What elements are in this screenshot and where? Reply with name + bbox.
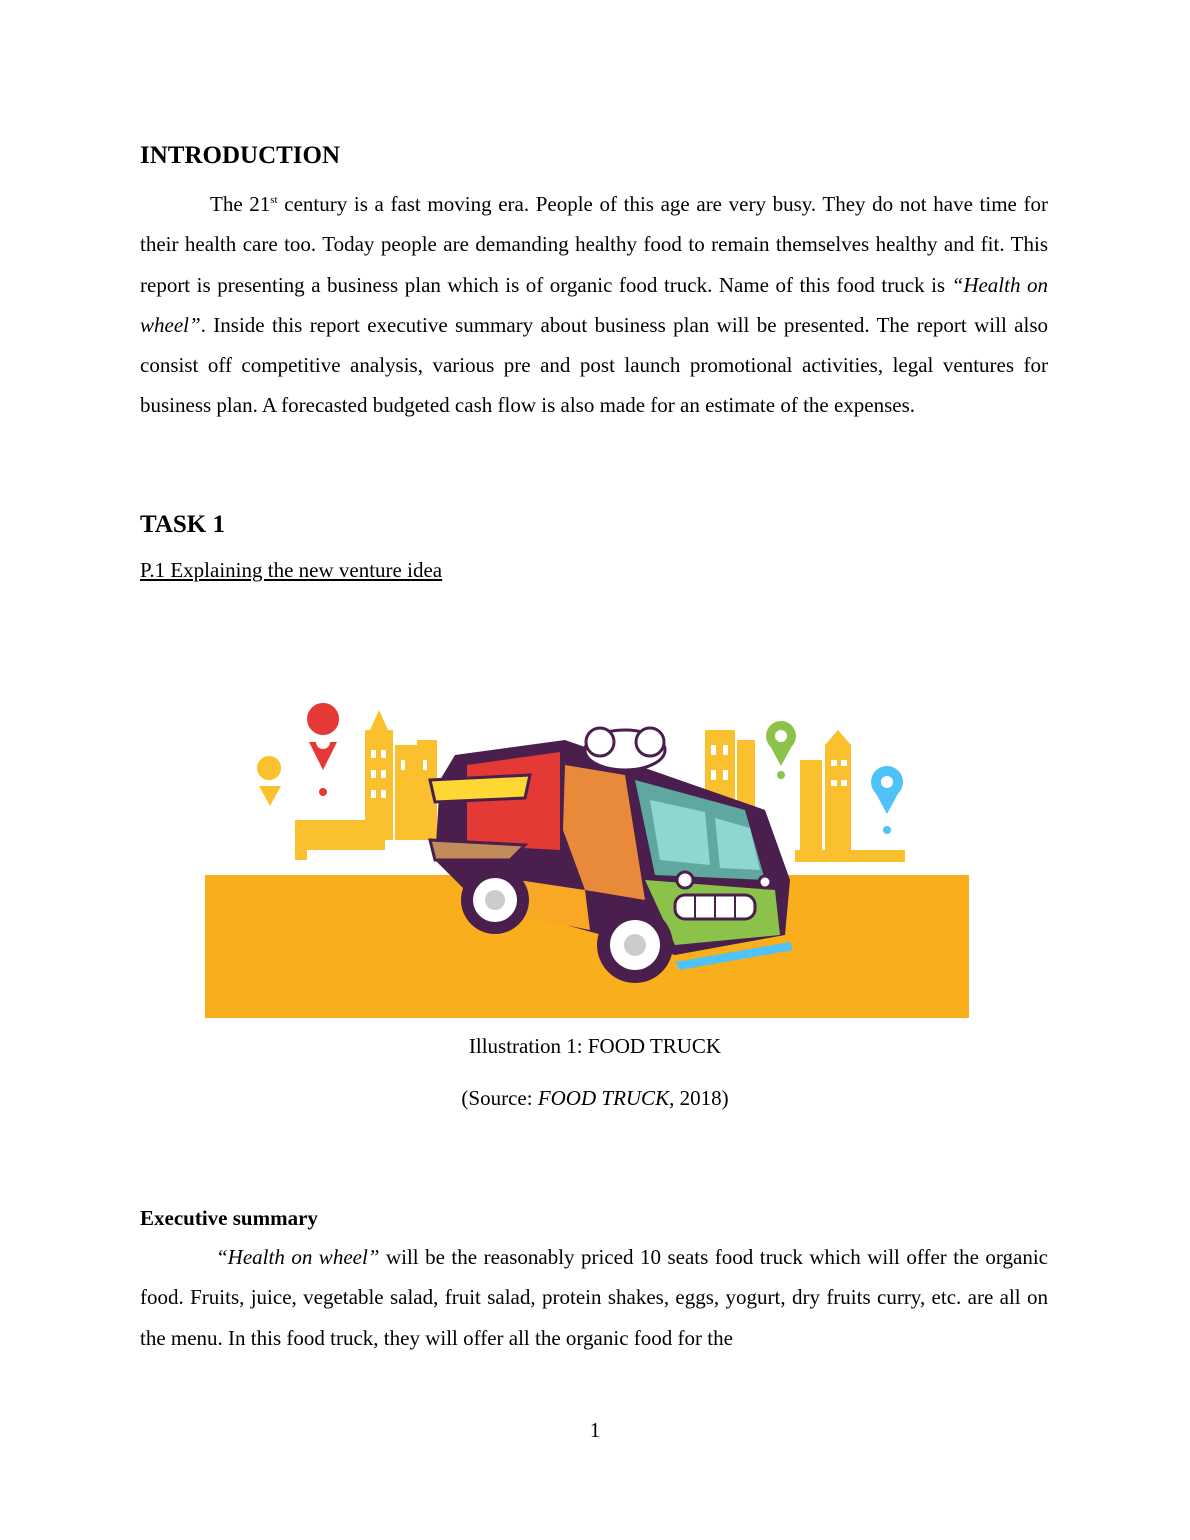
figure-source — [0, 1085, 1190, 1111]
introduction-paragraph — [140, 184, 1048, 426]
intro-truck-name: “Health on wheel” — [140, 272, 1048, 337]
source-prefix: (Source: — [461, 1086, 538, 1110]
figure-caption: Illustration 1: FOOD TRUCK — [468, 1034, 722, 1058]
intro-text-middle: century is a fast moving era. People of this age are very busy. They do not have time for their health care too. Today people are demanding healthy food to remain themselves healthy and fit. This report is presenting a business plan which is of organic food truck. Name of this food truck is — [140, 192, 1048, 297]
intro-text-start: The 21 — [210, 192, 271, 216]
food-truck-image — [205, 700, 969, 1018]
introduction-heading: INTRODUCTION — [140, 142, 341, 169]
source-suffix: , 2018) — [669, 1086, 729, 1110]
source-title: FOOD TRUCK — [537, 1086, 670, 1110]
introduction-section — [140, 141, 1048, 426]
intro-text-end: . Inside this report executive summary about business plan will be presented. The report will also consist off competitive analysis, various pre and post launch promotional activities, legal ventures for business plan. A forecasted budgeted cash flow is also made for an estimate of the expenses. — [140, 312, 1048, 418]
executive-summary-heading: Executive summary — [140, 1206, 318, 1230]
task-subheading: P.1 Explaining the new venture idea — [140, 558, 443, 582]
exec-truck-name: “Health on wheel” — [216, 1245, 380, 1269]
intro-superscript: st — [270, 194, 278, 206]
executive-summary-paragraph — [140, 1237, 1048, 1358]
food-truck-illustration — [205, 700, 969, 1018]
task-heading: TASK 1 — [140, 511, 225, 538]
executive-summary-section — [140, 1205, 1048, 1358]
page-number: 1 — [589, 1418, 601, 1442]
exec-text: will be the reasonably priced 10 seats food truck which will offer the organic food. Fruits, juice, vegetable salad, fruit salad, protein shakes, eggs, yogurt, dry fruits curry, etc. are all on the menu. In this food truck, they will offer all the organic food for the — [140, 1245, 1049, 1350]
task-section — [140, 510, 1048, 583]
